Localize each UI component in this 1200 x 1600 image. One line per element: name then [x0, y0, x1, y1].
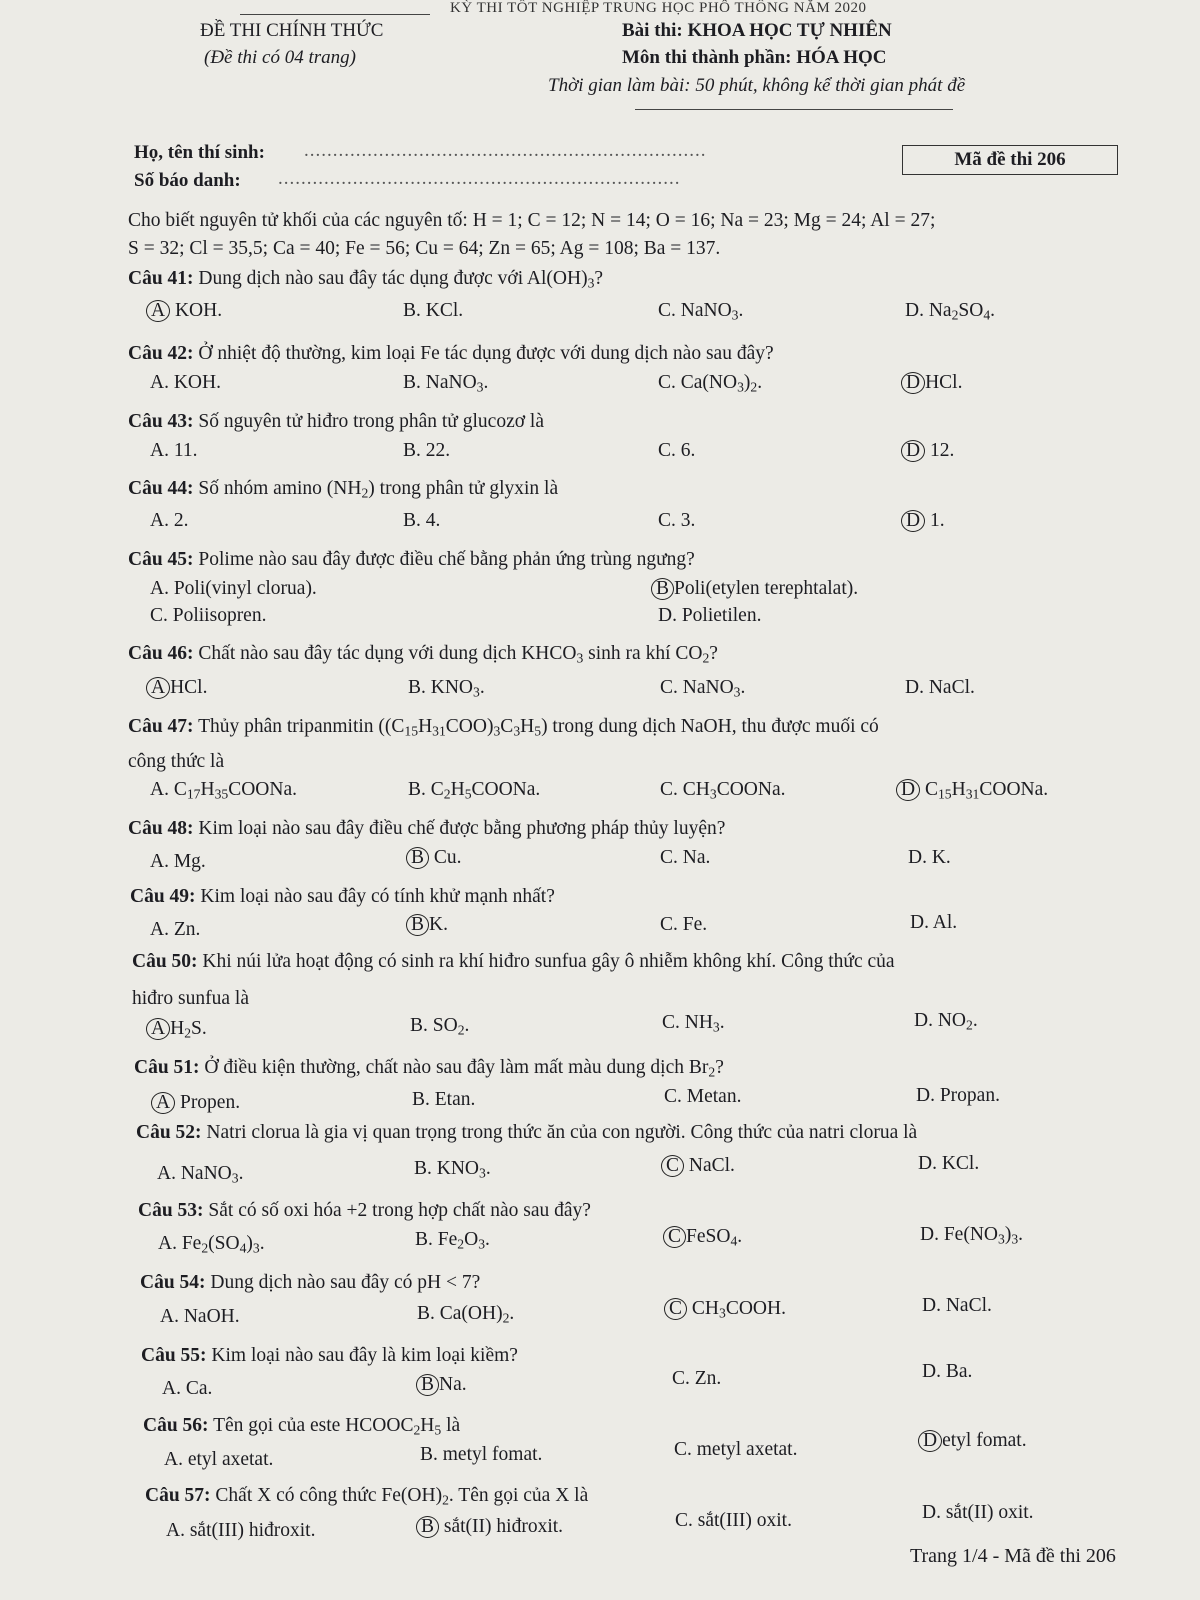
q56-option-c[interactable]: C. metyl axetat. [674, 1439, 798, 1460]
answer-mark: B [406, 847, 429, 869]
question-number: Câu 52: [136, 1122, 202, 1143]
q56-option-d[interactable]: D etyl fomat. [922, 1430, 1027, 1452]
question-text: Khi núi lửa hoạt động có sinh ra khí hiđro sunfua gây ô nhiễm không khí. Công thức của [202, 951, 895, 972]
q44-option-c[interactable]: C. 3. [658, 510, 696, 531]
question-54 [140, 1272, 480, 1294]
question-47 [128, 716, 879, 739]
question-text: Chất nào sau đây tác dụng với dung dịch $KHCO_3$ sinh ra khí $CO_2$? [198, 643, 718, 666]
q51-option-c[interactable]: C. Metan. [664, 1086, 742, 1107]
question-number: Câu 57: [145, 1485, 211, 1506]
question-number: Câu 55: [141, 1345, 207, 1366]
q52-option-d[interactable]: D. KCl. [918, 1153, 980, 1174]
q42-option-b[interactable]: B. NaNO$_3$. [403, 372, 489, 395]
q47-option-c[interactable]: C. $CH_3COONa$. [660, 779, 786, 802]
exam-name: Bài thi: KHOA HỌC TỰ NHIÊN [622, 20, 892, 41]
question-number: Câu 42: [128, 343, 194, 364]
q46-option-a[interactable]: A HCl. [150, 677, 207, 699]
q53-option-d[interactable]: D. $Fe(NO_3)_3$. [920, 1224, 1024, 1247]
atomic-mass-line-2: S = 32; Cl = 35,5; Ca = 40; Fe = 56; Cu = 64; Zn = 65; Ag = 108; Ba = 137. [128, 238, 721, 259]
question-text: Polime nào sau đây được điều chế bằng phản ứng trùng ngưng? [198, 549, 695, 570]
question-53 [138, 1200, 591, 1222]
question-number: Câu 48: [128, 818, 194, 839]
question-48 [128, 818, 725, 840]
official-label: ĐỀ THI CHÍNH THỨC [200, 20, 384, 41]
question-56 [143, 1415, 460, 1438]
question-50 [132, 951, 895, 973]
q55-option-d[interactable]: D. Ba. [922, 1361, 973, 1382]
question-text: Dung dịch nào sau đây có pH < 7? [210, 1272, 481, 1293]
q53-option-b[interactable]: B. $Fe_2O_3$. [415, 1229, 490, 1252]
q44-option-a[interactable]: A. 2. [150, 510, 189, 531]
question-44 [128, 478, 558, 501]
answer-mark: D [896, 779, 920, 801]
question-number: Câu 43: [128, 411, 194, 432]
page-footer: Trang 1/4 - Mã đề thi 206 [910, 1545, 1116, 1567]
q44-option-d[interactable]: D 1. [905, 510, 945, 532]
q42-option-d[interactable]: D HCl. [905, 372, 962, 394]
q48-option-d[interactable]: D. K. [908, 847, 951, 868]
subject-name: Môn thi thành phần: HÓA HỌC [622, 47, 887, 68]
answer-mark: C [661, 1155, 684, 1177]
q49-option-b[interactable]: B K. [410, 914, 448, 936]
question-45 [128, 549, 695, 571]
question-number: Câu 41: [128, 268, 194, 289]
q48-option-c[interactable]: C. Na. [660, 847, 711, 868]
question-number: Câu 47: [128, 716, 194, 737]
q49-option-a[interactable]: A. Zn. [150, 919, 201, 940]
question-text: Thủy phân tripanmitin $((C_{15}H_{31}COO)_3C_3H_5)$ trong dung dịch NaOH, thu được muối có [198, 716, 879, 739]
answer-mark: A [151, 1092, 175, 1114]
q42-option-c[interactable]: C. $Ca(NO_3)_2$. [658, 372, 763, 395]
q55-option-c[interactable]: C. Zn. [672, 1368, 722, 1389]
q57-option-c[interactable]: C. sắt(III) oxit. [675, 1510, 792, 1531]
q50-option-c[interactable]: C. $NH_3$. [662, 1012, 725, 1035]
q48-option-a[interactable]: A. Mg. [150, 851, 206, 872]
q41-option-c[interactable]: C. NaNO$_3$. [658, 300, 744, 323]
q50-option-a[interactable]: A $H_2S$. [150, 1018, 207, 1041]
question-text: Ở điều kiện thường, chất nào sau đây làm mất màu dung dịch $Br_2$? [204, 1057, 724, 1080]
q51-option-b[interactable]: B. Etan. [412, 1089, 476, 1110]
q51-option-d[interactable]: D. Propan. [916, 1085, 1000, 1106]
question-number: Câu 56: [143, 1415, 209, 1436]
q56-option-a[interactable]: A. etyl axetat. [164, 1449, 274, 1470]
q53-option-c[interactable]: C FeSO$_4$. [667, 1226, 742, 1249]
candidate-name-label: Họ, tên thí sinh: [134, 142, 265, 163]
answer-mark: B [406, 914, 429, 936]
question-text: Kim loại nào sau đây điều chế được bằng phương pháp thủy luyện? [198, 818, 726, 839]
q54-option-c[interactable]: C $CH_3COOH$. [668, 1298, 786, 1321]
question-text: Natri clorua là gia vị quan trọng trong thức ăn của con người. Công thức của natri clorua là [206, 1122, 918, 1143]
answer-mark: B [416, 1516, 439, 1538]
question-number: Câu 54: [140, 1272, 206, 1293]
q55-option-b[interactable]: B Na. [420, 1374, 467, 1396]
q46-option-b[interactable]: B. $KNO_3$. [408, 677, 485, 700]
question-number: Câu 51: [134, 1057, 200, 1078]
exam-code-box: Mã đề thi 206 [902, 145, 1118, 175]
question-49 [130, 886, 555, 908]
q43-option-d[interactable]: D 12. [905, 440, 954, 462]
q43-option-a[interactable]: A. 11. [150, 440, 198, 461]
atomic-mass-line-1: Cho biết nguyên tử khối của các nguyên tố: H = 1; C = 12; N = 14; O = 16; Na = 23; Mg = 24; Al = 27; [128, 210, 936, 231]
q48-option-b[interactable]: B Cu. [410, 847, 462, 869]
question-52 [136, 1122, 917, 1144]
pages-note: (Đề thi có 04 trang) [204, 47, 356, 68]
q54-option-a[interactable]: A. NaOH. [160, 1306, 240, 1327]
q45-option-a[interactable]: A. Poli(vinyl clorua). [150, 578, 317, 599]
q41-option-a[interactable]: A KOH. [150, 300, 222, 322]
q43-option-b[interactable]: B. 22. [403, 440, 451, 461]
answer-mark: D [901, 510, 925, 532]
question-51 [134, 1057, 724, 1080]
q56-option-b[interactable]: B. metyl fomat. [420, 1444, 543, 1465]
answer-mark: A [146, 677, 170, 699]
question-number: Câu 49: [130, 886, 196, 907]
question-text: Tên gọi của este $HCOOC_2H_5$ là [213, 1415, 461, 1438]
question-55 [141, 1345, 518, 1367]
q41-option-d[interactable]: D. $Na_2SO_4$. [905, 300, 996, 323]
question-text: Ở nhiệt độ thường, kim loại Fe tác dụng được với dung dịch nào sau đây? [198, 343, 774, 364]
question-text: Số nhóm amino $(NH_2)$ trong phân tử glyxin là [198, 478, 559, 501]
q52-option-b[interactable]: B. $KNO_3$. [414, 1158, 491, 1181]
q42-option-a[interactable]: A. KOH. [150, 372, 221, 393]
q51-option-a[interactable]: A Propen. [155, 1092, 240, 1114]
q50-option-b[interactable]: B. $SO_2$. [410, 1015, 470, 1038]
question-41 [128, 268, 603, 291]
q57-option-b[interactable]: B sắt(II) hiđroxit. [420, 1516, 563, 1538]
q46-option-c[interactable]: C. NaNO$_3$. [660, 677, 746, 700]
q41-option-b[interactable]: B. KCl. [403, 300, 464, 321]
exam-title-line: KỲ THI TỐT NGHIỆP TRUNG HỌC PHỔ THÔNG NĂM 2020 [450, 0, 867, 16]
time-note: Thời gian làm bài: 50 phút, không kể thời gian phát đề [548, 75, 966, 96]
q52-option-a[interactable]: A. NaNO$_3$. [157, 1163, 244, 1186]
question-text: Dung dịch nào sau đây tác dụng được với $Al(OH)_3$? [198, 268, 604, 291]
q44-option-b[interactable]: B. 4. [403, 510, 441, 531]
q50-option-d[interactable]: D. $NO_2$. [914, 1010, 978, 1033]
question-text: Chất X có công thức $Fe(OH)_2$. Tên gọi của X là [215, 1485, 589, 1508]
q57-option-a[interactable]: A. sắt(III) hiđroxit. [166, 1520, 316, 1541]
q43-option-c[interactable]: C. 6. [658, 440, 696, 461]
question-text: Kim loại nào sau đây có tính khử mạnh nhất? [200, 886, 555, 907]
answer-mark: A [146, 1018, 170, 1040]
question-text: Sắt có số oxi hóa +2 trong hợp chất nào sau đây? [208, 1200, 591, 1221]
q49-option-c[interactable]: C. Fe. [660, 914, 708, 935]
question-number: Câu 50: [132, 951, 198, 972]
q54-option-b[interactable]: B. $Ca(OH)_2$. [417, 1303, 515, 1326]
answer-mark: B [651, 578, 674, 600]
header-rule-right [635, 109, 953, 110]
q54-option-d[interactable]: D. NaCl. [922, 1295, 992, 1316]
question-46 [128, 643, 718, 666]
q53-option-a[interactable]: A. $Fe_2(SO_4)_3$. [158, 1233, 265, 1256]
question-47-continued: công thức là [128, 751, 225, 772]
answer-mark: B [416, 1374, 439, 1396]
candidate-id-dots: ...................................................................... [278, 168, 681, 189]
q45-option-b[interactable]: B Poli(etylen terephtalat). [655, 578, 858, 600]
q45-option-d[interactable]: D. Polietilen. [658, 605, 762, 626]
q47-option-d[interactable]: D $C_{15}H_{31}COONa$. [900, 779, 1048, 802]
q52-option-c[interactable]: C NaCl. [665, 1155, 735, 1177]
q47-option-a[interactable]: A. $C_{17}H_{35}COONa$. [150, 779, 298, 802]
candidate-id-label: Số báo danh: [134, 170, 241, 191]
answer-mark: C [664, 1298, 687, 1320]
question-43 [128, 411, 544, 433]
answer-mark: D [918, 1430, 942, 1452]
question-number: Câu 46: [128, 643, 194, 664]
header-rule-left [240, 14, 430, 15]
question-42 [128, 343, 774, 365]
answer-mark: D [901, 372, 925, 394]
question-number: Câu 53: [138, 1200, 204, 1221]
answer-mark: C [663, 1226, 686, 1248]
question-number: Câu 44: [128, 478, 194, 499]
q55-option-a[interactable]: A. Ca. [162, 1378, 213, 1399]
question-number: Câu 45: [128, 549, 194, 570]
q57-option-d[interactable]: D. sắt(II) oxit. [922, 1502, 1034, 1523]
q45-option-c[interactable]: C. Poliisopren. [150, 605, 267, 626]
question-57 [145, 1485, 588, 1508]
candidate-name-dots: ...................................................................... [304, 140, 707, 161]
answer-mark: D [901, 440, 925, 462]
question-50-continued: hiđro sunfua là [132, 988, 249, 1009]
question-text: Số nguyên tử hiđro trong phân tử glucozơ là [198, 411, 544, 432]
q49-option-d[interactable]: D. Al. [910, 912, 958, 933]
q46-option-d[interactable]: D. NaCl. [905, 677, 975, 698]
question-text: Kim loại nào sau đây là kim loại kiềm? [211, 1345, 518, 1366]
q47-option-b[interactable]: B. $C_2H_5COONa$. [408, 779, 541, 802]
answer-mark: A [146, 300, 170, 322]
